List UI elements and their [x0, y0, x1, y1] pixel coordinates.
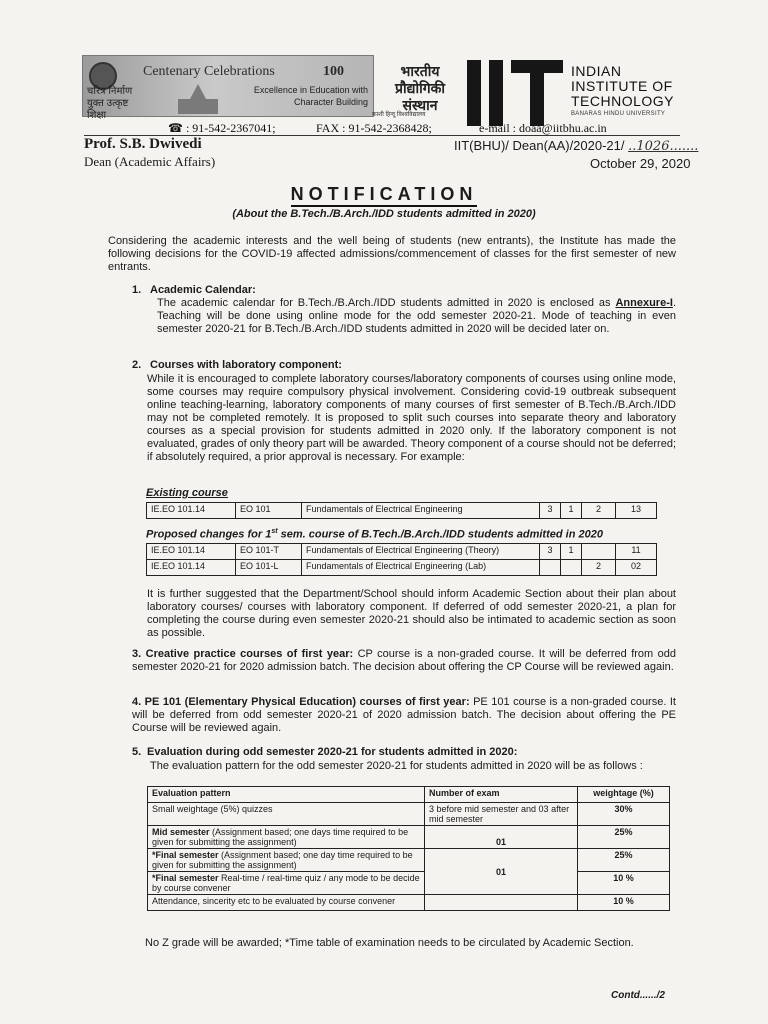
existing-course-table — [146, 502, 657, 519]
table-cell: 25% — [578, 826, 670, 849]
table-row — [148, 872, 670, 895]
table-row — [148, 803, 670, 826]
proposed-changes-label — [146, 528, 603, 541]
table-cell: IE.EO 101.14 — [147, 503, 236, 519]
table-cell: EO 101-T — [236, 544, 302, 560]
notification-title — [0, 184, 768, 205]
table-cell: Attendance, sincerity etc to be evaluated by course convener — [148, 895, 425, 911]
item-5-note: No Z grade will be awarded; *Time table of examination needs to be circulated by Academic Section. — [145, 937, 634, 949]
item-1-text-b: . Teaching will be done using online mode for the odd semester 2020-21. Mode of teaching in even semester 2020-21 for B.Tech./B.Arch./IDD students admitted in 2020 will be decided later on. — [157, 297, 676, 335]
table-cell: 3 — [540, 503, 561, 519]
table-cell: IE.EO 101.14 — [147, 560, 236, 576]
sender-name: Prof. S.B. Dwivedi — [84, 136, 202, 152]
table-cell: 1 — [561, 544, 582, 560]
table-cell — [425, 895, 578, 911]
table-cell: IE.EO 101.14 — [147, 544, 236, 560]
notification-title-text: NOTIFICATION — [291, 184, 478, 207]
item-5-text: The evaluation pattern for the odd semester 2020-21 for students admitted in 2020 will be as follows : — [150, 760, 643, 772]
final-semester-desc: (Assignment based; one day time required to be given for submitting the assignment) — [152, 850, 413, 870]
hindi-name-line: प्रौद्योगिकी — [395, 80, 445, 96]
table-cell: 01 — [425, 849, 578, 895]
notification-subtitle: (About the B.Tech./B.Arch./IDD students admitted in 2020) — [232, 208, 536, 220]
table-cell: 10 % — [578, 895, 670, 911]
table-header: Number of exam — [425, 787, 578, 803]
annexure-link: Annexure-I — [615, 297, 673, 309]
phone-number: ☎ : 91-542-2367041; — [168, 121, 276, 135]
hindi-name-line: संस्थान — [402, 97, 438, 113]
table-cell — [540, 560, 561, 576]
table-cell: 13 — [616, 503, 657, 519]
table-cell: 30% — [578, 803, 670, 826]
mid-semester-label: Mid semester — [152, 827, 210, 837]
item-1-text-a: The academic calendar for B.Tech./B.Arch./IDD students admitted in 2020 is enclosed as — [157, 297, 616, 309]
table-row — [147, 503, 657, 519]
intro-paragraph: Considering the academic interests and the well being of students (new entrants), the Institute has made the following decisions for the COVID-19 affected admissions/commencement of classes for the first semester of new entrants. — [108, 235, 676, 273]
item-2-title: Courses with laboratory component: — [150, 359, 342, 371]
table-cell: 2 — [582, 503, 616, 519]
mid-semester-desc: (Assignment based; one days time required to be given for submitting the assignment) — [152, 827, 409, 847]
continued-marker: Contd....../2 — [611, 990, 665, 1001]
table-cell: 1 — [561, 503, 582, 519]
banner-badge: 100 — [323, 64, 344, 79]
table-cell — [148, 872, 425, 895]
reference-prefix: IIT(BHU)/ Dean(AA)/2020-21/ — [454, 138, 629, 153]
table-cell — [561, 560, 582, 576]
table-cell: 10 % — [578, 872, 670, 895]
table-header: weightage (%) — [578, 787, 670, 803]
table-row — [148, 849, 670, 872]
email-address: e-mail : doaa@iitbhu.ac.in — [479, 121, 607, 135]
table-cell: 01 — [425, 826, 578, 849]
item-3-number: 3. — [132, 648, 142, 660]
reference-number — [454, 138, 698, 154]
table-cell: 11 — [616, 544, 657, 560]
banner-motto: चरित्र निर्माण युक्त उत्कृष्ट शिक्षा — [87, 86, 133, 121]
final-semester-desc: Real-time / real-time quiz / any mode to be decide by course convener — [152, 873, 420, 893]
proposed-label-b: sem. course of B.Tech./B.Arch./IDD students admitted in 2020 — [277, 528, 603, 541]
item-2-number: 2. — [132, 359, 142, 371]
table-cell — [148, 849, 425, 872]
item-3-body: CP course is a non-graded course. It will be deferred from odd semester 2020-21 for 2020 admission batch. The decision about offering the CP Course will be reviewed again. — [132, 648, 676, 673]
institute-name-line: TECHNOLOGY — [571, 93, 675, 109]
table-cell: 2 — [582, 560, 616, 576]
item-4-body: PE 101 course is a non-graded course. It will be deferred from odd semester 2020-21 of 2020 admission batch. The decision about offering the PE Course will be reviewed again. — [132, 696, 676, 734]
table-header: Evaluation pattern — [148, 787, 425, 803]
item-2-text: While it is encouraged to complete laboratory courses/laboratory components of courses using online mode, some courses may require compulsory physical involvement. Considering covid-19 outbreak subsequent online teaching-learning, laboratory components of many courses of first semester of B.Tech./B.Arch./IDD may not be completed remotely. It is proposed to split such courses into separate theory and laboratory courses as a special provision for students admitted in 2020 only. If the laboratory component is not evaluated, grades of only theory part will be awarded. Theory component of a course should not be deferred; if absolutely required, a prior approval is necessary. For example: — [147, 373, 676, 463]
table-cell: Fundamentals of Electrical Engineering — [302, 503, 540, 519]
hindi-university-name: काशी हिन्दू विश्वविद्यालय — [372, 112, 426, 118]
item-4-text — [132, 696, 676, 735]
item-5-title: Evaluation during odd semester 2020-21 for students admitted in 2020: — [147, 746, 518, 758]
item-1-number: 1. — [132, 284, 142, 296]
final-semester-label: *Final semester — [152, 873, 219, 883]
table-cell: 3 — [540, 544, 561, 560]
building-icon — [178, 84, 218, 114]
item-2-followup: It is further suggested that the Department/School should inform Academic Section about their plan about laboratory courses/ courses with laboratory component. If deferred of odd semester 2020-21, a plan for completing the course during even semester 2020-21 should also be intimated to academic section as soon as possible. — [147, 588, 676, 639]
final-semester-label: *Final semester — [152, 850, 219, 860]
institute-name-line: INDIAN — [571, 63, 622, 79]
proposed-course-table — [146, 543, 657, 576]
proposed-label-a: Proposed changes for 1 — [146, 528, 272, 541]
table-cell — [148, 826, 425, 849]
table-cell: Fundamentals of Electrical Engineering (Theory) — [302, 544, 540, 560]
proposed-label-sup: st — [271, 528, 278, 535]
banner-title: Centenary Celebrations — [143, 64, 275, 79]
table-cell: Fundamentals of Electrical Engineering (Lab) — [302, 560, 540, 576]
sender-title: Dean (Academic Affairs) — [84, 154, 216, 169]
item-4-number: 4. — [132, 696, 142, 708]
table-cell: EO 101 — [236, 503, 302, 519]
table-cell: 02 — [616, 560, 657, 576]
table-row — [147, 544, 657, 560]
table-cell: 3 before mid semester and 03 after mid semester — [425, 803, 578, 826]
item-5-number: 5. — [132, 746, 142, 758]
table-cell: Small weightage (5%) quizzes — [148, 803, 425, 826]
institute-name — [571, 64, 674, 109]
reference-handwritten-number: ..1026....... — [628, 139, 699, 154]
item-4-title: PE 101 (Elementary Physical Education) courses of first year: — [144, 696, 470, 708]
table-row — [147, 560, 657, 576]
iit-logo — [467, 60, 563, 126]
evaluation-table — [147, 786, 670, 911]
hindi-name-line: भारतीय — [400, 63, 440, 79]
institute-name-line: INSTITUTE OF — [571, 78, 673, 94]
existing-course-label: Existing course — [146, 487, 228, 499]
table-cell: EO 101-L — [236, 560, 302, 576]
centenary-banner — [82, 55, 374, 121]
banner-tagline: Excellence in Education with Character Building — [253, 85, 368, 107]
letter-date: October 29, 2020 — [590, 156, 691, 171]
table-row — [148, 895, 670, 911]
item-3-title: Creative practice courses of first year: — [145, 648, 354, 660]
item-1-title: Academic Calendar: — [150, 284, 256, 296]
table-cell — [582, 544, 616, 560]
item-1-text — [157, 297, 676, 336]
table-header-row — [148, 787, 670, 803]
fax-number: FAX : 91-542-2368428; — [316, 121, 432, 135]
institute-subtitle: BANARAS HINDU UNIVERSITY — [571, 111, 666, 117]
hindi-institute-name — [380, 63, 460, 114]
item-3-text — [132, 648, 676, 674]
table-row — [148, 826, 670, 849]
table-cell: 25% — [578, 849, 670, 872]
